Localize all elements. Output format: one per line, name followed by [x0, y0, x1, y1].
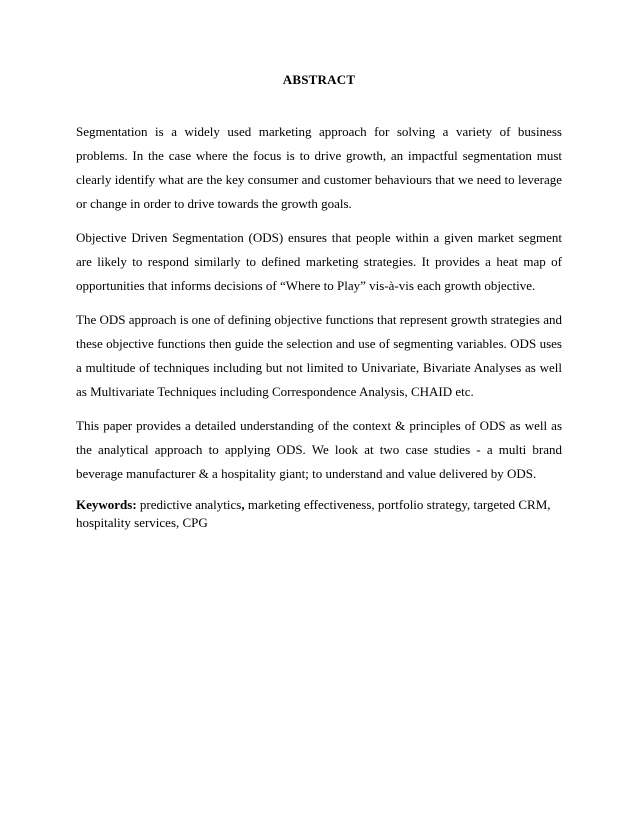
abstract-paragraph-2: Objective Driven Segmentation (ODS) ensures that people within a given market segment are likely to respond similarly to defined marketing strategies. It provides a heat map of opportunities that informs decisions of “Where to Play” vis-à-vis each growth objective. [76, 230, 562, 293]
abstract-paragraph-3: The ODS approach is one of defining objective functions that represent growth strategies and these objective functions then guide the selection and use of segmenting variables. ODS uses a multitude of techniques including but not limited to Univariate, Bivariate Analyses as well as Multivariate Techniques including Correspondence Analysis, CHAID etc. [76, 312, 562, 399]
keywords-line [76, 496, 562, 532]
abstract-paragraph-4: This paper provides a detailed understanding of the context & principles of ODS as well as the analytical approach to applying ODS. We look at two case studies - a multi brand beverage manufacturer & a hospitality giant; to understand and value delivered by ODS. [76, 418, 562, 481]
keywords-label: Keywords: [76, 497, 137, 512]
abstract-paragraph-1: Segmentation is a widely used marketing approach for solving a variety of business problems. In the case where the focus is to drive growth, an impactful segmentation must clearly identify what are the key consumer and customer behaviours that we need to leverage or change in order to drive towards the growth goals. [76, 124, 562, 211]
abstract-heading: ABSTRACT [282, 72, 356, 87]
keyword-first: predictive analytics [139, 497, 242, 512]
keywords-rest: marketing effectiveness, portfolio strategy, targeted CRM, hospitality services, CPG [76, 497, 551, 530]
keyword-separator: , [241, 497, 245, 512]
abstract-body [76, 120, 562, 532]
